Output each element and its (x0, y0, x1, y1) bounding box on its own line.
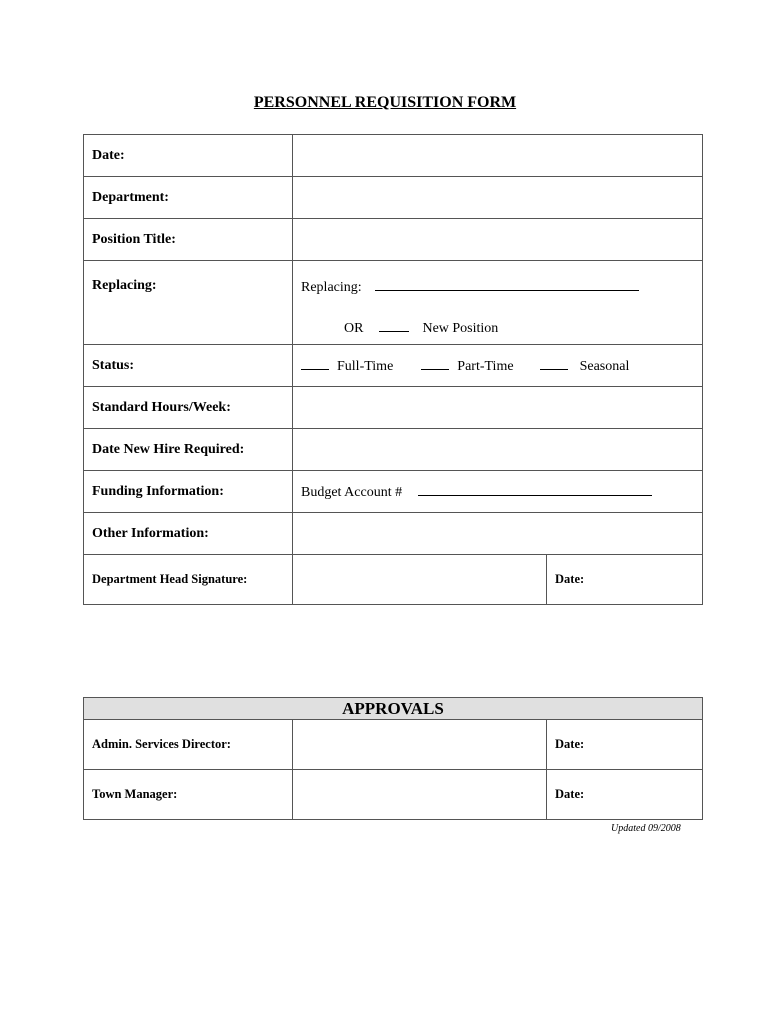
row-replacing (84, 261, 703, 345)
replacing-blank[interactable] (375, 278, 639, 291)
row-date (84, 135, 703, 177)
label-dept-head-signature: Department Head Signature: (84, 555, 293, 605)
row-admin-director (84, 720, 703, 770)
status-option-label: Part-Time (457, 358, 514, 374)
row-dept-head-signature (84, 555, 703, 605)
field-status (293, 345, 703, 387)
status-blank[interactable] (421, 357, 449, 370)
status-option-label: Seasonal (579, 358, 630, 374)
row-funding (84, 471, 703, 513)
approvals-table (83, 697, 703, 820)
label-position-title: Position Title: (84, 219, 293, 261)
label-funding: Funding Information: (84, 471, 293, 513)
label-admin-director: Admin. Services Director: (84, 720, 293, 770)
field-position-title[interactable] (293, 219, 703, 261)
label-town-manager-date[interactable]: Date: (547, 770, 703, 820)
field-admin-director-signature[interactable] (293, 720, 547, 770)
row-standard-hours (84, 387, 703, 429)
row-other-info (84, 513, 703, 555)
status-options (301, 357, 694, 375)
updated-note: Updated 09/2008 (611, 823, 681, 834)
replacing-prompt: Replacing: (301, 280, 362, 295)
row-status (84, 345, 703, 387)
form-title: PERSONNEL REQUISITION FORM (253, 94, 517, 111)
field-dept-head-signature[interactable] (293, 555, 547, 605)
replacing-line (301, 278, 694, 296)
label-admin-date[interactable]: Date: (547, 720, 703, 770)
status-seasonal[interactable] (540, 357, 630, 375)
budget-account-blank[interactable] (418, 483, 652, 496)
status-option-label: Full-Time (337, 358, 394, 374)
new-position-blank[interactable] (379, 319, 409, 332)
label-other-info: Other Information: (84, 513, 293, 555)
label-dept-head-date[interactable]: Date: (547, 555, 703, 605)
row-position-title (84, 219, 703, 261)
requisition-table (83, 134, 703, 605)
field-town-manager-signature[interactable] (293, 770, 547, 820)
row-date-new-hire (84, 429, 703, 471)
or-new-position-line (301, 319, 694, 337)
field-other-info[interactable] (293, 513, 703, 555)
approvals-header-row (84, 698, 703, 720)
label-department: Department: (84, 177, 293, 219)
or-text: OR (344, 321, 364, 336)
field-date-new-hire[interactable] (293, 429, 703, 471)
field-standard-hours[interactable] (293, 387, 703, 429)
label-town-manager: Town Manager: (84, 770, 293, 820)
status-part-time[interactable] (421, 357, 513, 375)
label-replacing: Replacing: (84, 261, 293, 345)
field-replacing (293, 261, 703, 345)
field-date[interactable] (293, 135, 703, 177)
budget-account-label: Budget Account # (301, 484, 403, 500)
row-department (84, 177, 703, 219)
label-standard-hours: Standard Hours/Week: (84, 387, 293, 429)
status-full-time[interactable] (301, 357, 393, 375)
status-blank[interactable] (540, 357, 568, 370)
field-department[interactable] (293, 177, 703, 219)
field-funding (293, 471, 703, 513)
new-position-label: New Position (422, 321, 499, 336)
label-status: Status: (84, 345, 293, 387)
label-date: Date: (84, 135, 293, 177)
status-blank[interactable] (301, 357, 329, 370)
label-date-new-hire: Date New Hire Required: (84, 429, 293, 471)
approvals-header: APPROVALS (84, 698, 703, 720)
row-town-manager (84, 770, 703, 820)
